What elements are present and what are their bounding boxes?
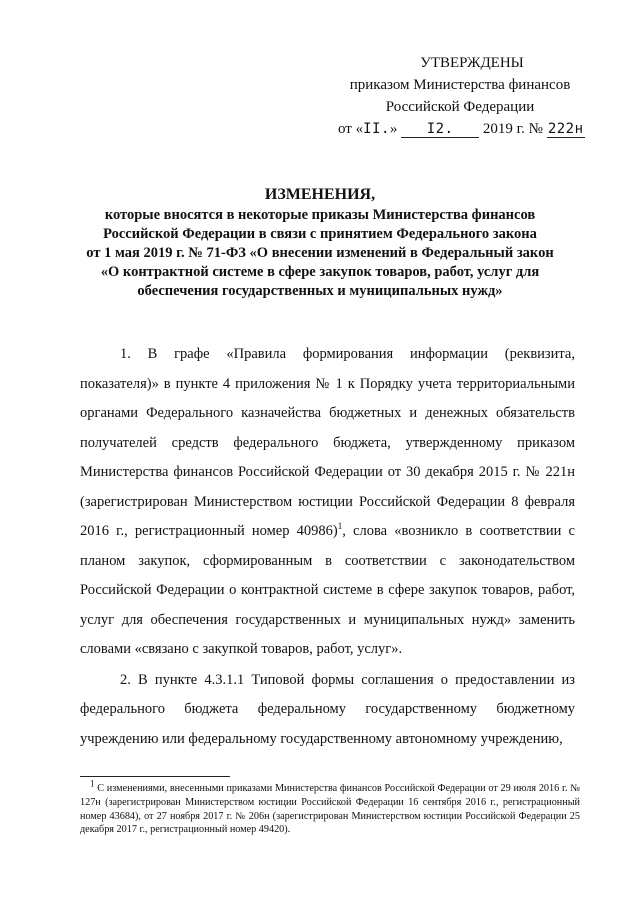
- paragraph-1-text-a: 1. В графе «Правила формирования информации (реквизита, показателя)» в пункте 4 приложения № 1 к Порядку учета территориальными органами Федерального казначейства бюджетных и денежных обязательств получателей средств федерального бюджета, утвержденному приказом Министерства финансов Российской Федерации от 30 декабря 2015 г. № 221н (зарегистрирован Министерством юстиции Российской Федерации 8 февраля 2016 г., регистрационный номер 40986): [80, 346, 575, 539]
- title-line: которые вносятся в некоторые приказы Министерства финансов: [104, 207, 536, 223]
- order-date-number: [338, 118, 590, 140]
- footnote-ref: 1: [337, 521, 343, 532]
- title-line: обеспечения государственных и муниципальных нужд»: [137, 283, 503, 299]
- paragraph-1: [80, 340, 575, 665]
- title-line: от 1 мая 2019 г. № 71-ФЗ «О внесении изменений в Федеральный закон: [86, 245, 554, 261]
- approval-block: [330, 52, 590, 140]
- footnote-divider: [80, 776, 230, 777]
- document-body: [80, 340, 575, 754]
- order-year-label: 2019 г. №: [482, 121, 543, 137]
- order-month: I2.: [401, 121, 479, 138]
- footnote: [80, 778, 580, 837]
- title-heading: ИЗМЕНЕНИЯ,: [264, 186, 376, 203]
- approval-line-federation: Российской Федерации: [385, 99, 535, 115]
- order-day: II.: [363, 121, 390, 137]
- title-line: Российской Федерации в связи с принятием Федерального закона: [103, 226, 537, 242]
- order-date-mid: »: [389, 121, 398, 137]
- approval-line-ministry: приказом Министерства финансов: [349, 77, 571, 93]
- paragraph-1-text-b: , слова «возникло в соответствии с планом закупок, сформированным в соответствии с законодательством Российской Федерации о контрактной системе в сфере закупок товаров, работ, услуг для обеспечения государственных и муниципальных нужд» заменить словами «связано с закупкой товаров, работ, услуг».: [80, 523, 575, 657]
- approval-heading: УТВЕРЖДЕНЫ: [420, 55, 524, 71]
- paragraph-2: 2. В пункте 4.3.1.1 Типовой формы соглашения о предоставлении из федерального бюджета федеральному государственному бюджетному учреждению или федеральному государственному автономному учреждению,: [80, 671, 575, 747]
- footnote-marker: 1: [90, 778, 95, 789]
- title-line: «О контрактной системе в сфере закупок товаров, работ, услуг для: [100, 264, 540, 280]
- footnote-text: С изменениями, внесенными приказами Министерства финансов Российской Федерации от 29 июля 2016 г. № 127н (зарегистрирован Министерством юстиции Российской Федерации 16 сентября 2016 г., регистрационный номер 43684), от 27 ноября 2017 г. № 206н (зарегистрирован Министерством юстиции Российской Федерации 25 декабря 2017 г., регистрационный номер 49420).: [80, 783, 580, 836]
- order-number: 222н: [547, 121, 584, 137]
- document-title: [60, 185, 580, 301]
- order-date-prefix: от «: [338, 121, 364, 137]
